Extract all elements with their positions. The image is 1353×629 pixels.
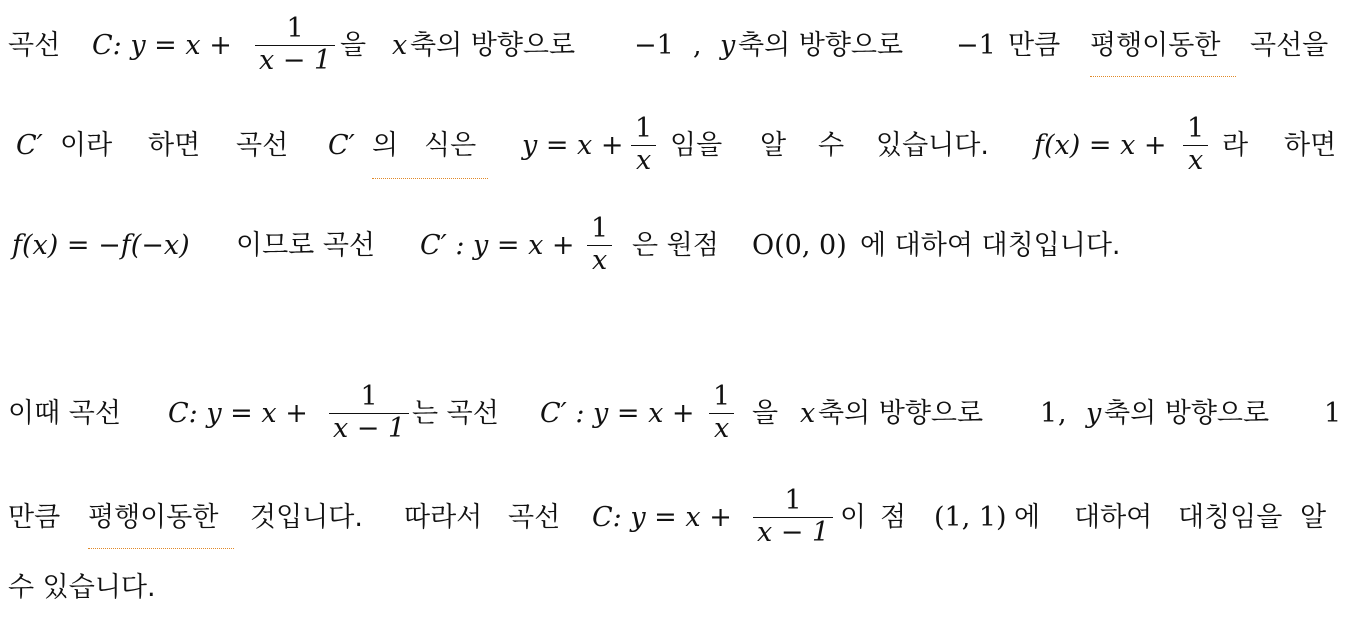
text: 대칭임을 (1178, 501, 1283, 533)
math-value: 1 (1324, 397, 1342, 429)
math-var: y (1086, 397, 1102, 429)
p2-line3 (0, 552, 1353, 622)
punct: , (693, 29, 702, 61)
text: 대하여 (1074, 501, 1153, 533)
text: 축의 방향으로 (410, 29, 576, 61)
text: 에 대하여 대칭입니다. (860, 229, 1121, 261)
text: 의 (372, 129, 399, 161)
denominator: x − 1 (259, 44, 332, 76)
fraction (750, 472, 836, 562)
text: 곡선을 (1250, 29, 1329, 61)
dotted-underline (372, 178, 488, 179)
p2-line1 (0, 368, 1353, 458)
fraction (326, 368, 412, 458)
numerator: 1 (635, 113, 653, 145)
math-function: f(x) = x + (1034, 129, 1167, 161)
math-value: −1 (634, 29, 674, 61)
math-value: 1 (1040, 397, 1058, 429)
text: 축의 방향으로 (1104, 397, 1270, 429)
denominator: x − 1 (333, 412, 406, 444)
math-curve-c-prime: C′ (328, 129, 355, 161)
text: 라 (1222, 129, 1249, 161)
text: 곡선 (508, 501, 561, 533)
text: 하면 (1284, 129, 1337, 161)
text: 을 (340, 29, 367, 61)
text: 만큼 (8, 501, 61, 533)
underlined-term: 평행이동한 (1090, 29, 1221, 61)
p1-line2 (0, 100, 1353, 190)
text: 에 (1014, 501, 1041, 533)
text: 이라 (60, 129, 113, 161)
fraction (706, 368, 737, 458)
text: 임을 (670, 129, 723, 161)
numerator: 1 (713, 381, 731, 413)
text: 을 (752, 397, 779, 429)
math-curve-c-prime: C′ : y = x + (540, 397, 695, 429)
fraction (252, 0, 338, 90)
underlined-term: 식은 (424, 129, 477, 161)
text: 것입니다. (250, 501, 363, 533)
text: 는 곡선 (412, 397, 499, 429)
text: 수 있습니다. (8, 571, 156, 603)
text: 이 (840, 501, 867, 533)
text: 수 (818, 129, 845, 161)
text: 은 원점 (632, 229, 719, 261)
text: 이때 곡선 (8, 397, 121, 429)
denominator: x − 1 (757, 516, 830, 548)
math-origin: O(0, 0) (752, 229, 847, 261)
dotted-underline (88, 548, 234, 549)
fraction (1180, 100, 1211, 190)
text: 점 (880, 501, 907, 533)
text: 만큼 (1008, 29, 1061, 61)
math-curve-c-prime: C′ : y = x + (420, 229, 575, 261)
denominator: x (635, 144, 652, 176)
denominator: x (591, 244, 608, 276)
math-var: x (800, 397, 816, 429)
math-curve-c: C: y = x + (168, 397, 308, 429)
numerator: 1 (591, 213, 609, 245)
text: 축의 방향으로 (738, 29, 904, 61)
text: 축의 방향으로 (818, 397, 984, 429)
math-curve-c-prime: C′ (16, 129, 43, 161)
math-curve-c: C: y = x + (592, 501, 732, 533)
math-equation: y = x + (522, 129, 624, 161)
punct: , (1058, 397, 1067, 429)
p1-line1 (0, 0, 1353, 90)
math-odd-function: f(x) = −f(−x) (12, 229, 190, 261)
math-var: y (720, 29, 736, 61)
denominator: x (1187, 144, 1204, 176)
math-curve-c: C: y = x + (92, 29, 232, 61)
fraction (584, 200, 615, 290)
p1-line3 (0, 200, 1353, 290)
p2-line2 (0, 472, 1353, 562)
math-point: (1, 1) (934, 501, 1007, 533)
text: 있습니다. (876, 129, 989, 161)
text: 이므로 곡선 (236, 229, 375, 261)
text: 곡선 (8, 29, 61, 61)
text: 곡선 (236, 129, 289, 161)
numerator: 1 (360, 381, 378, 413)
numerator: 1 (1187, 113, 1205, 145)
text: 따라서 (404, 501, 483, 533)
text: 하면 (148, 129, 201, 161)
dotted-underline (1090, 76, 1236, 77)
math-var: x (392, 29, 408, 61)
text: 알 (1300, 501, 1327, 533)
denominator: x (713, 412, 730, 444)
math-value: −1 (956, 29, 996, 61)
text: 알 (760, 129, 787, 161)
numerator: 1 (784, 485, 802, 517)
underlined-term: 평행이동한 (88, 501, 219, 533)
fraction (628, 100, 659, 190)
numerator: 1 (286, 13, 304, 45)
